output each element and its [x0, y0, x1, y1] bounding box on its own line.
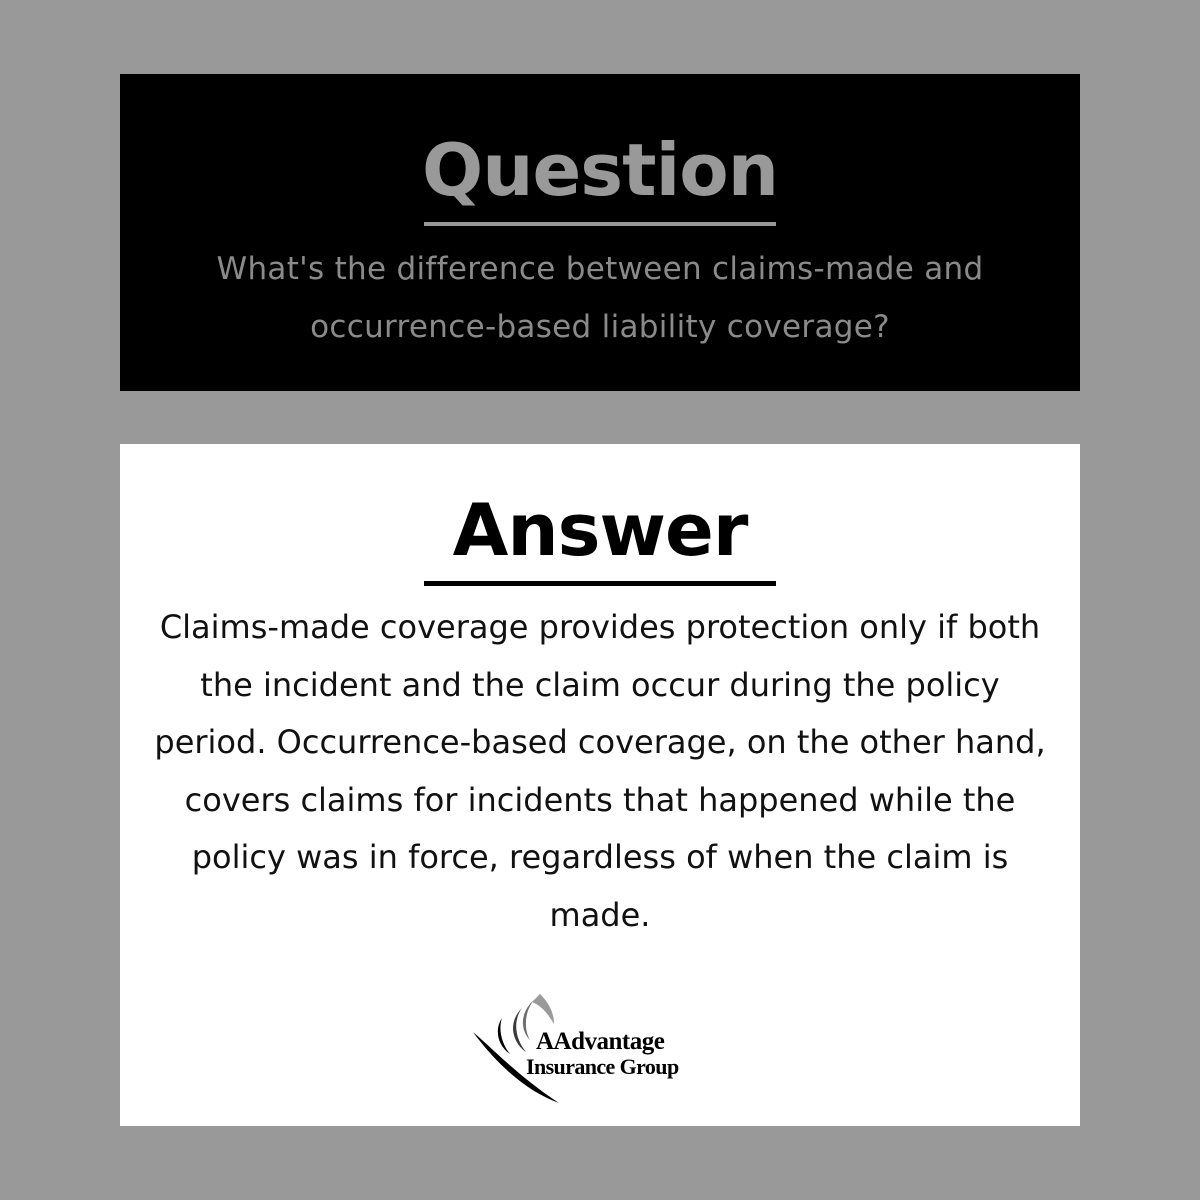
question-text: What's the difference between claims-made and occurrence-based liability coverage? — [216, 251, 984, 345]
answer-text: Claims-made coverage provides protection only if both the incident and the claim occur during the policy period. Occurrence-based coverage, on the other hand, covers claims for incidents that happened while the policy was in force, regardless of when the claim is made. — [154, 608, 1046, 934]
answer-title: Answer — [452, 488, 748, 572]
answer-title-underline — [424, 581, 776, 586]
question-title: Question — [422, 128, 778, 212]
logo-name-line1: AAdvantage — [536, 1028, 665, 1055]
question-title-underline — [424, 222, 776, 226]
company-logo — [470, 990, 740, 1105]
logo-name-line2: Insurance Group — [526, 1054, 679, 1079]
